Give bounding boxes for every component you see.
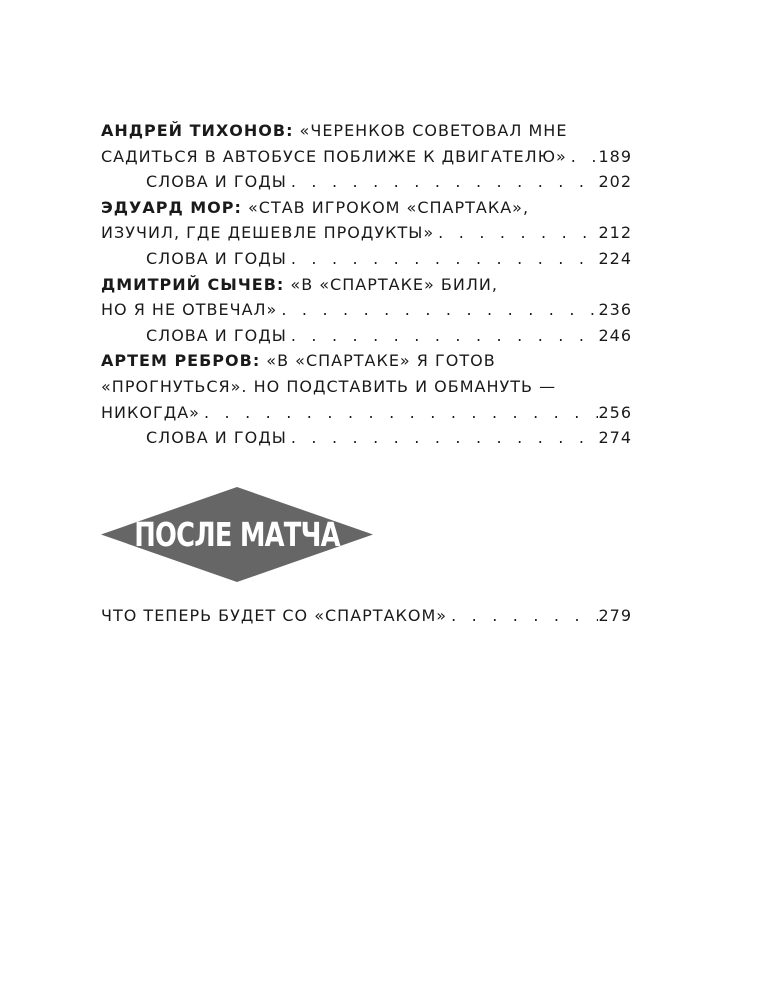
section-banner (101, 487, 373, 582)
dot-leader (567, 144, 599, 170)
page-number: 236 (598, 300, 632, 320)
toc-title-continuation (101, 374, 632, 400)
toc-entry[interactable] (101, 603, 632, 629)
toc-title-line: «СТАВ ИГРОКОМ «СПАРТАКА», (241, 197, 530, 217)
dot-leader (287, 246, 599, 272)
toc-title-line: «ЧЕРЕНКОВ СОВЕТОВАЛ МНЕ (293, 121, 568, 140)
toc-subentry[interactable] (101, 425, 632, 451)
dot-leader (200, 400, 599, 426)
toc-entry-heading (101, 195, 632, 221)
page-number: 274 (598, 428, 632, 448)
toc-title-line: САДИТЬСЯ В АВТОБУСЕ ПОБЛИЖЕ К ДВИГАТЕЛЮ» (101, 146, 567, 166)
toc-title-line: «ПРОГНУТЬСЯ». НО ПОДСТАВИТЬ И ОБМАНУТЬ — (101, 376, 557, 396)
section-title: ПОСЛЕ МАТЧА (134, 515, 340, 554)
toc-entry-heading (101, 118, 632, 144)
dot-leader (434, 220, 598, 246)
page-number: 212 (598, 223, 632, 243)
toc-title-line: «В «СПАРТАКЕ» БИЛИ, (284, 274, 498, 294)
toc-list-bottom (101, 603, 632, 629)
page-number: 189 (598, 146, 632, 166)
toc-subentry-label: СЛОВА И ГОДЫ (146, 428, 287, 448)
toc-subentry[interactable] (101, 323, 632, 349)
toc-entry[interactable] (101, 144, 632, 170)
toc-subentry[interactable] (101, 169, 632, 195)
toc-author: ДМИТРИЙ СЫЧЕВ: (101, 274, 285, 294)
page-number: 256 (598, 402, 632, 422)
toc-title-line: НО Я НЕ ОТВЕЧАЛ» (101, 300, 278, 320)
toc-entry[interactable] (101, 400, 632, 426)
toc-title-line: НИКОГДА» (101, 402, 200, 422)
toc-title-line: ЧТО ТЕПЕРЬ БУДЕТ СО «СПАРТАКОМ» (101, 606, 448, 625)
toc-entry[interactable] (101, 297, 632, 323)
toc-subentry[interactable] (101, 246, 632, 272)
page-number: 246 (598, 325, 632, 345)
page-number: 279 (598, 606, 632, 625)
toc-author: ЭДУАРД МОР: (101, 197, 242, 217)
toc-entry-heading (101, 272, 632, 298)
toc-subentry-label: СЛОВА И ГОДЫ (146, 325, 287, 345)
dot-leader (287, 169, 599, 195)
dot-leader (287, 323, 599, 349)
page-number: 224 (598, 248, 632, 268)
dot-leader (447, 603, 598, 629)
toc-author: АНДРЕЙ ТИХОНОВ: (101, 121, 294, 140)
toc-subentry-label: СЛОВА И ГОДЫ (146, 172, 287, 192)
page-number: 202 (598, 172, 632, 192)
dot-leader (287, 425, 599, 451)
toc-entry-heading (101, 348, 632, 374)
dot-leader (277, 297, 598, 323)
toc-title-line: «В «СПАРТАКЕ» Я ГОТОВ (260, 351, 496, 371)
toc-list-top (101, 118, 632, 451)
toc-entry[interactable] (101, 220, 632, 246)
toc-author: АРТЕМ РЕБРОВ: (101, 351, 261, 371)
toc-title-line: ИЗУЧИЛ, ГДЕ ДЕШЕВЛЕ ПРОДУКТЫ» (101, 223, 435, 243)
toc-subentry-label: СЛОВА И ГОДЫ (146, 248, 287, 268)
